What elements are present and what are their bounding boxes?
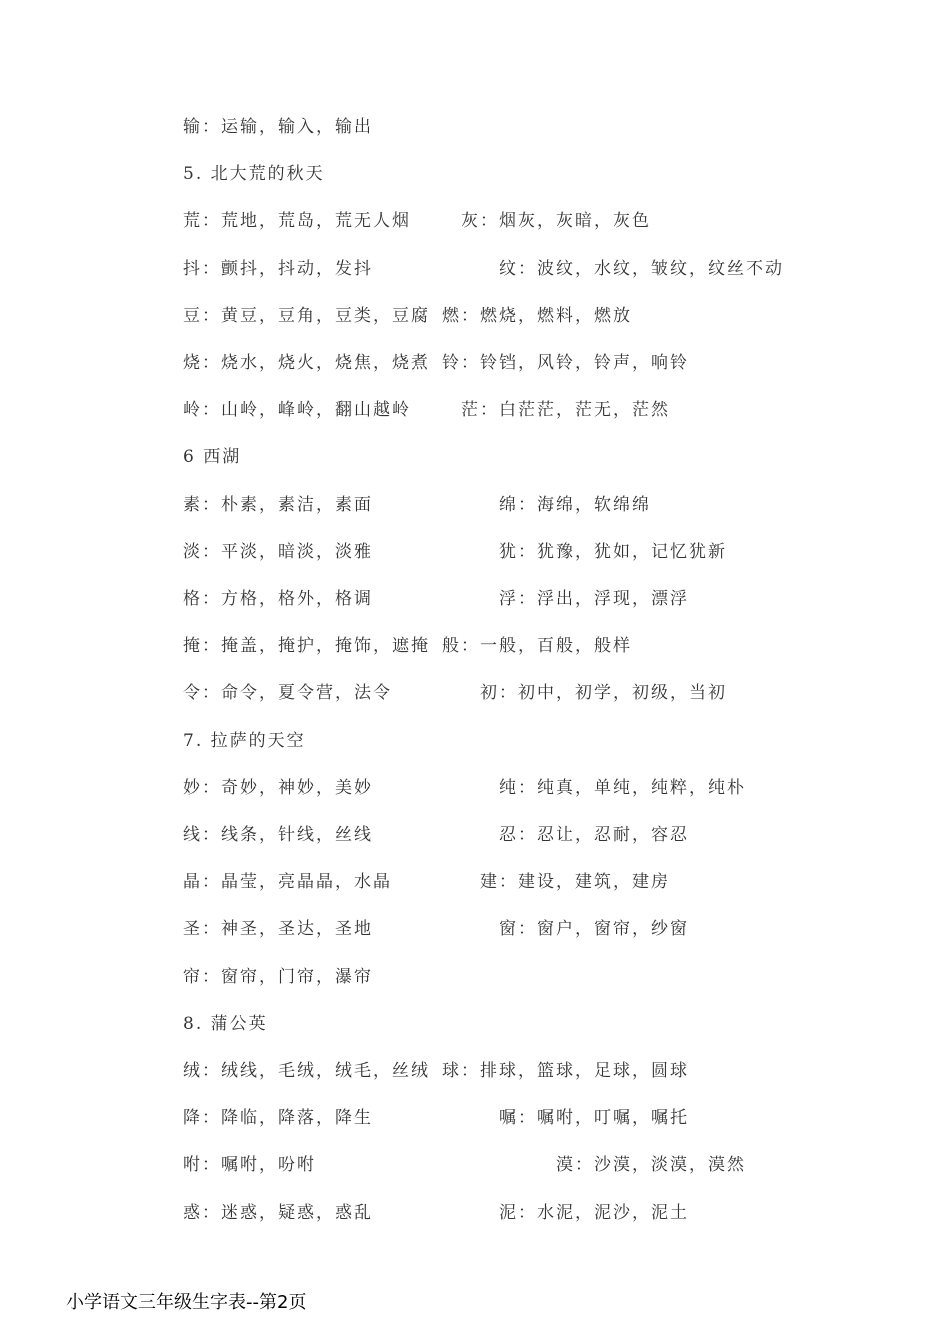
entry-left: 格：方格，格外，格调 <box>183 589 373 609</box>
entry-left: 荒：荒地，荒岛，荒无人烟 <box>183 211 411 232</box>
text-line <box>183 777 746 799</box>
text-line <box>183 210 651 232</box>
page-footer: 小学语文三年级生字表--第2页 <box>66 1292 307 1313</box>
entry-right: 初：初中，初学，初级，当初 <box>480 683 727 704</box>
entry-left: 8. 蒲公英 <box>183 1013 268 1034</box>
entry-left: 令：命令，夏令营，法令 <box>183 683 392 704</box>
text-line <box>183 399 670 421</box>
entry-left: 绒：绒线，毛绒，绒毛，丝绒 <box>183 1061 430 1081</box>
entry-left: 6 西湖 <box>183 447 242 468</box>
entry-left: 烧：烧水，烧火，烧焦，烧煮 <box>183 353 430 373</box>
entry-right: 般：一般，百般，般样 <box>442 636 632 657</box>
entry-right: 茫：白茫茫，茫无，茫然 <box>461 400 670 421</box>
entry-right: 建：建设，建筑，建房 <box>480 872 670 893</box>
entry-left: 晶：晶莹，亮晶晶，水晶 <box>183 872 392 893</box>
entry-left: 降：降临，降落，降生 <box>183 1108 373 1129</box>
entry-right: 忍：忍让，忍耐，容忍 <box>499 825 689 845</box>
entry-left: 帘：窗帘，门帘，瀑帘 <box>183 966 373 987</box>
text-line <box>183 446 241 468</box>
entry-left: 素：朴素，素洁，素面 <box>183 494 373 515</box>
entry-right: 浮：浮出，浮现，漂浮 <box>499 589 689 609</box>
text-line <box>183 352 689 374</box>
entry-left: 淡：平淡，暗淡，淡雅 <box>183 541 373 562</box>
entry-left: 抖：颤抖，抖动，发抖 <box>183 258 373 279</box>
text-line <box>183 918 689 940</box>
text-line <box>183 966 373 988</box>
text-line <box>183 1154 746 1176</box>
text-line <box>183 635 632 657</box>
text-line <box>183 730 306 752</box>
text-line <box>183 116 373 138</box>
entry-right: 窗：窗户，窗帘，纱窗 <box>499 919 689 940</box>
entry-right: 燃：燃烧，燃料，燃放 <box>442 305 632 326</box>
text-line <box>183 682 727 704</box>
text-line <box>183 1202 689 1224</box>
entry-right: 犹：犹豫，犹如，记忆犹新 <box>499 541 727 562</box>
entry-left: 圣：神圣，圣达，圣地 <box>183 919 373 940</box>
entry-left: 惑：迷惑，疑惑，惑乱 <box>183 1202 373 1223</box>
entry-right: 泥：水泥，泥沙，泥土 <box>499 1202 689 1223</box>
text-line <box>183 1060 689 1082</box>
entry-right: 铃：铃铛，风铃，铃声，响铃 <box>442 353 689 373</box>
entry-left: 豆：黄豆，豆角，豆类，豆腐 <box>183 305 430 326</box>
entry-left: 输：运输，输入，输出 <box>183 117 373 137</box>
entry-left: 掩：掩盖，掩护，掩饰，遮掩 <box>183 636 430 657</box>
entry-right: 球：排球，篮球，足球，圆球 <box>442 1061 689 1081</box>
text-line <box>183 494 651 516</box>
entry-right: 绵：海绵，软绵绵 <box>499 494 651 515</box>
entry-right: 纹：波纹，水纹，皱纹，纹丝不动 <box>499 258 784 279</box>
text-line <box>183 1013 268 1035</box>
text-line <box>183 588 689 610</box>
entry-right: 纯：纯真，单纯，纯粹，纯朴 <box>499 777 746 798</box>
text-line <box>183 163 325 185</box>
text-line <box>183 541 727 563</box>
text-line <box>183 1107 689 1129</box>
entry-left: 咐：嘱咐，吩咐 <box>183 1155 316 1176</box>
entry-right: 嘱：嘱咐，叮嘱，嘱托 <box>499 1108 689 1129</box>
text-line <box>183 305 632 327</box>
text-line <box>183 258 784 280</box>
entry-left: 线：线条，针线，丝线 <box>183 825 373 845</box>
text-line <box>183 871 670 893</box>
entry-left: 岭：山岭，峰岭，翻山越岭 <box>183 400 411 421</box>
entry-left: 妙：奇妙，神妙，美妙 <box>183 777 373 798</box>
entry-left: 7. 拉萨的天空 <box>183 730 306 751</box>
entry-right: 漠：沙漠，淡漠，漠然 <box>556 1155 746 1176</box>
entry-right: 灰：烟灰，灰暗，灰色 <box>461 211 651 232</box>
text-line <box>183 824 689 846</box>
entry-left: 5. 北大荒的秋天 <box>183 164 325 185</box>
